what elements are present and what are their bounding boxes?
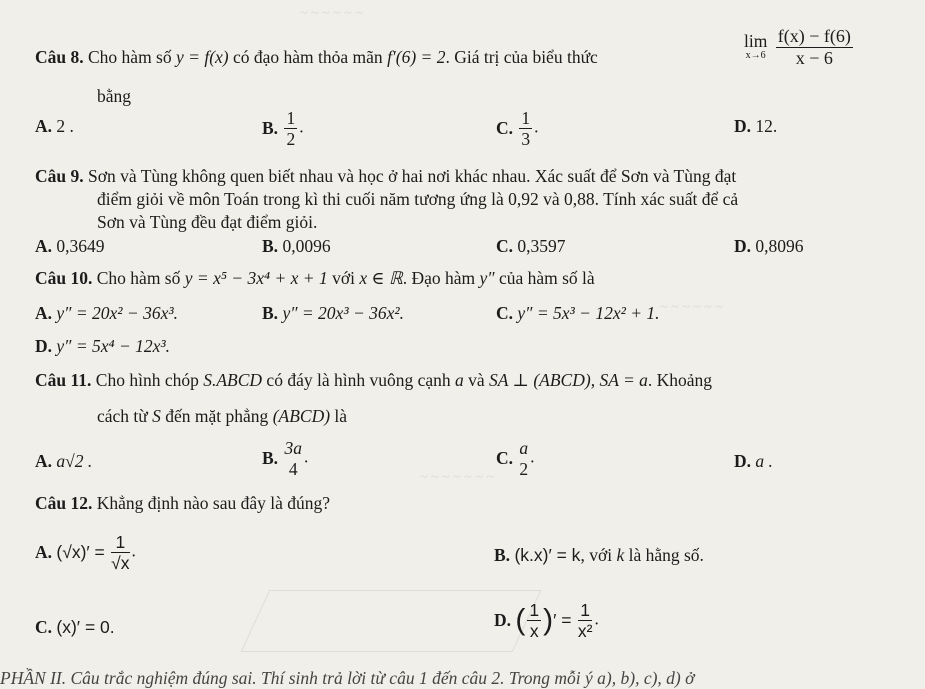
- question-11-option-c[interactable]: C. a 2 .: [496, 438, 535, 479]
- limit-fraction: $\frac{f(x) - f(6)}{x - 6}$: [777, 26, 851, 68]
- question-9-option-c[interactable]: C. 0,3597: [496, 236, 566, 256]
- bleed-through-text: ~ ~ ~ ~ ~ ~: [300, 6, 363, 21]
- question-9-stem-line-2: điểm giỏi về môn Toán trong kì thi cuối năm tương ứng là 0,92 và 0,88. Tính xác suất để cả: [97, 189, 739, 209]
- question-10-label: Câu 10.: [35, 268, 93, 288]
- question-8-option-d[interactable]: D. 12.: [734, 116, 778, 136]
- question-11-option-a[interactable]: A. a√2 .: [35, 451, 93, 471]
- question-12-option-d[interactable]: D. ( $\frac{1}{x}$ )′ = $\frac{1}{\text{x²}}$ .: [494, 600, 599, 642]
- close-paren: ): [543, 603, 554, 637]
- bleed-through-text: ~ ~ ~ ~ ~ ~: [660, 300, 723, 315]
- question-9-stem-line-3: Sơn và Tùng đều đạt điểm giỏi.: [97, 212, 318, 232]
- question-11-label: Câu 11.: [35, 370, 92, 390]
- open-paren: (: [515, 603, 526, 637]
- question-10-option-a[interactable]: A. y″ = 20x² − 36x³.: [35, 303, 178, 323]
- question-8-stem: Câu 8. Cho hàm số y = f(x) có đạo hàm thỏa mãn f′(6) = 2. Giá trị của biểu thức: [35, 47, 598, 67]
- question-12-option-a[interactable]: A. (√x)′ = $\frac{1}{√x}$ .: [35, 532, 136, 574]
- question-9-label: Câu 9.: [35, 166, 84, 186]
- question-11-stem-line-2: cách từ S đến mặt phẳng (ABCD) là: [97, 406, 348, 426]
- question-12-label: Câu 12.: [35, 493, 93, 513]
- question-11-stem-line-1: Câu 11. Cho hình chóp S.ABCD có đáy là hình vuông cạnh a và SA ⊥ (ABCD), SA = a. Khoảng: [35, 370, 713, 390]
- question-9-stem-line-1: Câu 9. Sơn và Tùng không quen biết nhau và học ở hai nơi khác nhau. Xác suất để Sơn và Tùng đạt: [35, 166, 737, 186]
- question-8-option-a[interactable]: A. 2 .: [35, 116, 74, 136]
- question-12-option-c[interactable]: C. (x)′ = 0.: [35, 617, 115, 637]
- question-8-option-b[interactable]: B. $\frac{1}{2}$ .: [262, 108, 304, 150]
- question-8-stem-end: bằng: [97, 86, 132, 106]
- question-10-option-b[interactable]: B. y″ = 20x³ − 36x².: [262, 303, 405, 323]
- question-8-label: Câu 8.: [35, 47, 84, 67]
- question-10-option-c[interactable]: C. y″ = 5x³ − 12x² + 1.: [496, 303, 660, 323]
- question-11-option-b[interactable]: B. 3a 4 .: [262, 438, 309, 479]
- question-12-option-b[interactable]: B. (k.x)′ = k, với k là hằng số.: [494, 545, 704, 565]
- question-9-option-b[interactable]: B. 0,0096: [262, 236, 331, 256]
- question-10-option-d[interactable]: D. y″ = 5x⁴ − 12x³.: [35, 336, 171, 356]
- question-12-stem: Câu 12. Khẳng định nào sau đây là đúng?: [35, 493, 331, 513]
- question-10-stem: Câu 10. Cho hàm số y = x⁵ − 3x⁴ + x + 1 với x ∈ ℝ. Đạo hàm y″ của hàm số là: [35, 268, 595, 288]
- section-footer: PHẦN II. Câu trắc nghiệm đúng sai. Thí sinh trả lời từ câu 1 đến câu 2. Trong mỗi ý a), b), c), d) ở: [0, 668, 695, 688]
- question-9-option-a[interactable]: A. 0,3649: [35, 236, 105, 256]
- question-8-limit-expression: [744, 26, 855, 68]
- question-9-option-d[interactable]: D. 0,8096: [734, 236, 804, 256]
- bleed-through-text: ~ ~ ~ ~ ~ ~ ~: [420, 470, 495, 485]
- question-11-option-d[interactable]: D. a .: [734, 451, 773, 471]
- limit-operator: lim x→6: [744, 31, 768, 61]
- question-8-option-c[interactable]: C. $\frac{1}{3}$ .: [496, 108, 539, 150]
